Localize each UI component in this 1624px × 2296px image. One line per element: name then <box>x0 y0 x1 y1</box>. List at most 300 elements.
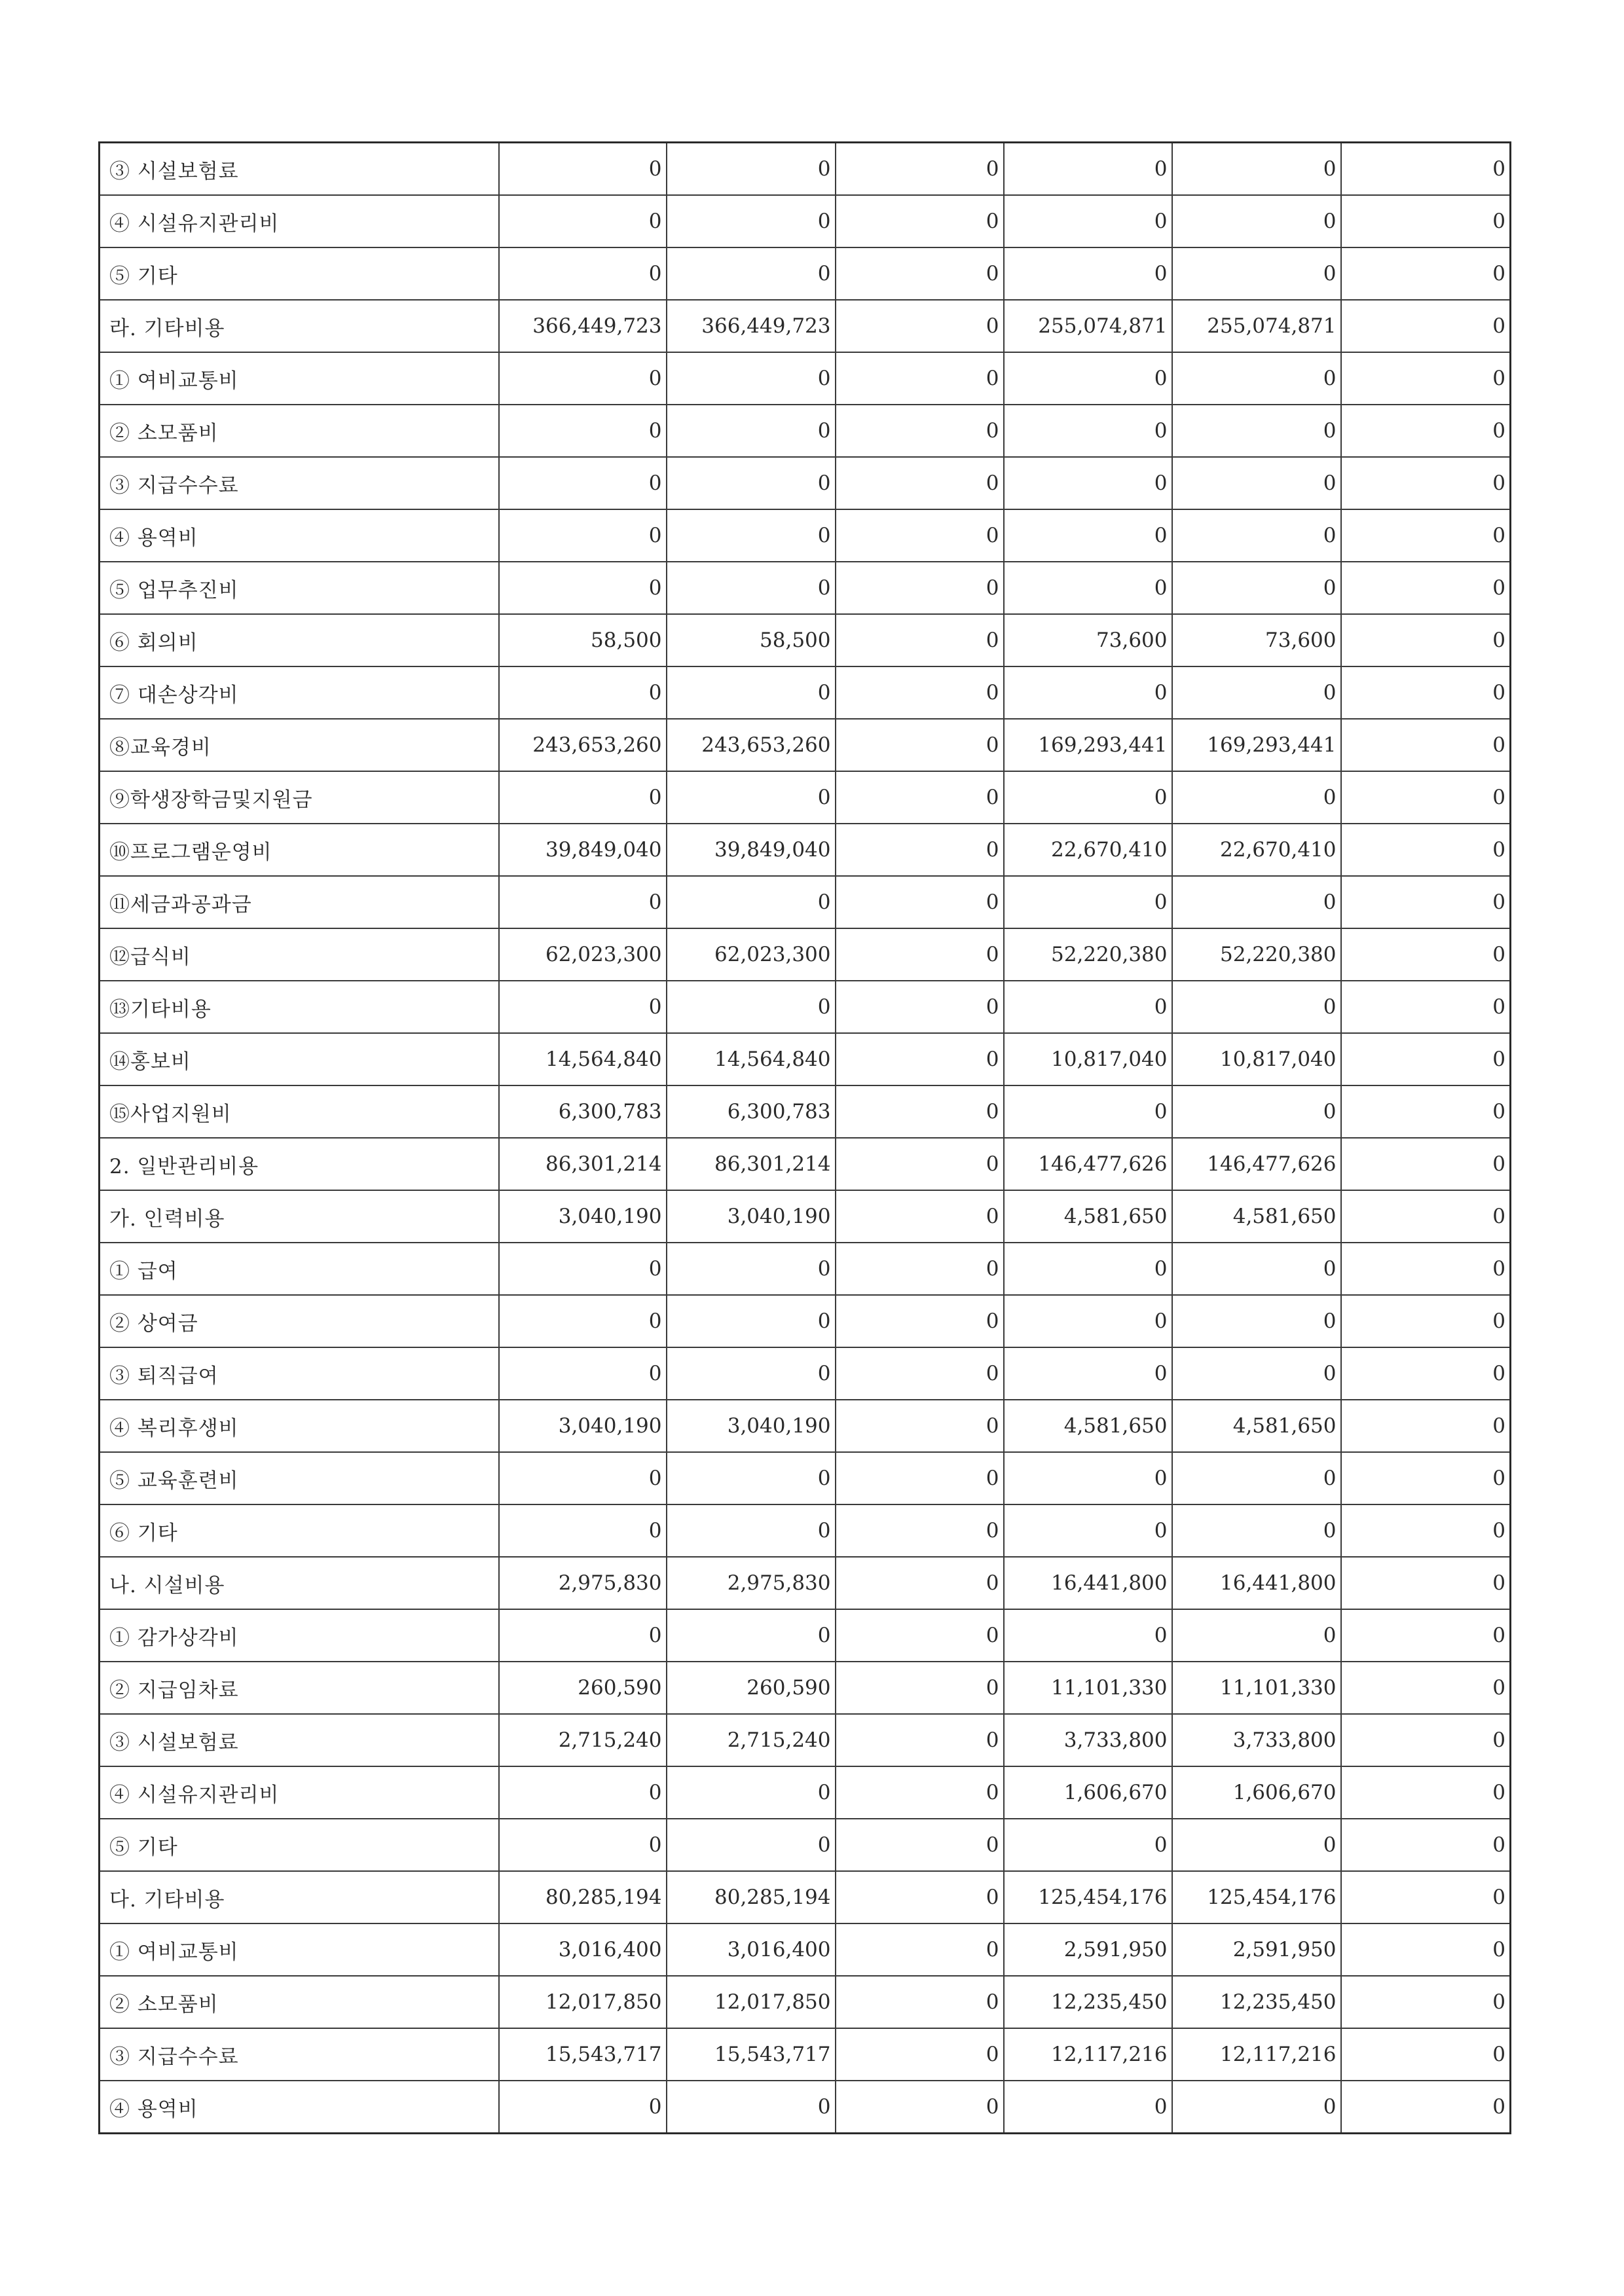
value-cell: 0 <box>499 2081 667 2134</box>
value-cell: 0 <box>1172 1295 1341 1347</box>
value-cell: 12,017,850 <box>499 1976 667 2028</box>
value-cell: 0 <box>1004 1609 1172 1662</box>
value-cell: 0 <box>499 666 667 719</box>
value-cell: 0 <box>1341 1871 1511 1923</box>
row-label: ⑨학생장학금및지원금 <box>100 771 499 824</box>
table-row <box>100 666 1511 719</box>
row-label: ④ 시설유지관리비 <box>100 195 499 247</box>
value-cell: 146,477,626 <box>1172 1138 1341 1190</box>
row-label: 가. 인력비용 <box>100 1190 499 1243</box>
value-cell: 0 <box>667 247 836 300</box>
value-cell: 0 <box>499 876 667 928</box>
value-cell: 0 <box>499 195 667 247</box>
value-cell: 0 <box>1004 771 1172 824</box>
row-label: ③ 지급수수료 <box>100 457 499 509</box>
table-row <box>100 876 1511 928</box>
value-cell: 0 <box>1172 1085 1341 1138</box>
value-cell: 0 <box>667 771 836 824</box>
value-cell: 3,040,190 <box>667 1190 836 1243</box>
row-label: ⑬기타비용 <box>100 981 499 1033</box>
row-label: ④ 용역비 <box>100 509 499 562</box>
table-row <box>100 562 1511 614</box>
value-cell: 0 <box>1341 2081 1511 2134</box>
value-cell: 0 <box>836 457 1004 509</box>
value-cell: 2,591,950 <box>1172 1923 1341 1976</box>
value-cell: 0 <box>836 1085 1004 1138</box>
value-cell: 0 <box>1004 2081 1172 2134</box>
table-row <box>100 2028 1511 2081</box>
value-cell: 2,715,240 <box>667 1714 836 1766</box>
value-cell: 0 <box>499 143 667 196</box>
value-cell: 0 <box>1341 300 1511 352</box>
value-cell: 0 <box>1004 247 1172 300</box>
value-cell: 0 <box>1341 1714 1511 1766</box>
value-cell: 0 <box>1341 1609 1511 1662</box>
table-row <box>100 247 1511 300</box>
value-cell: 0 <box>667 143 836 196</box>
value-cell: 0 <box>667 2081 836 2134</box>
value-cell: 366,449,723 <box>499 300 667 352</box>
expense-table-body <box>100 143 1511 2134</box>
value-cell: 0 <box>667 876 836 928</box>
value-cell: 0 <box>1341 1085 1511 1138</box>
value-cell: 0 <box>1341 405 1511 457</box>
value-cell: 125,454,176 <box>1172 1871 1341 1923</box>
value-cell: 0 <box>1004 562 1172 614</box>
value-cell: 0 <box>499 509 667 562</box>
value-cell: 0 <box>1172 1819 1341 1871</box>
value-cell: 0 <box>1172 876 1341 928</box>
value-cell: 0 <box>1172 1452 1341 1504</box>
row-label: ⑤ 업무추진비 <box>100 562 499 614</box>
row-label: ① 급여 <box>100 1243 499 1295</box>
table-row <box>100 1452 1511 1504</box>
row-label: ① 여비교통비 <box>100 352 499 405</box>
table-row <box>100 143 1511 196</box>
value-cell: 0 <box>1341 195 1511 247</box>
expense-table <box>98 141 1511 2134</box>
value-cell: 0 <box>1172 509 1341 562</box>
value-cell: 0 <box>1341 1662 1511 1714</box>
value-cell: 0 <box>499 247 667 300</box>
value-cell: 0 <box>1172 405 1341 457</box>
value-cell: 0 <box>499 562 667 614</box>
row-label: ⑭홍보비 <box>100 1033 499 1085</box>
value-cell: 0 <box>499 1819 667 1871</box>
value-cell: 0 <box>667 195 836 247</box>
table-row <box>100 1190 1511 1243</box>
value-cell: 0 <box>1341 1557 1511 1609</box>
value-cell: 0 <box>499 1295 667 1347</box>
value-cell: 2,715,240 <box>499 1714 667 1766</box>
value-cell: 0 <box>499 1504 667 1557</box>
value-cell: 6,300,783 <box>499 1085 667 1138</box>
value-cell: 0 <box>1004 352 1172 405</box>
value-cell: 0 <box>667 981 836 1033</box>
value-cell: 0 <box>1172 352 1341 405</box>
table-row <box>100 614 1511 666</box>
value-cell: 0 <box>1341 1400 1511 1452</box>
value-cell: 2,975,830 <box>499 1557 667 1609</box>
value-cell: 1,606,670 <box>1004 1766 1172 1819</box>
value-cell: 0 <box>836 1976 1004 2028</box>
value-cell: 2,975,830 <box>667 1557 836 1609</box>
value-cell: 3,016,400 <box>667 1923 836 1976</box>
value-cell: 0 <box>836 1504 1004 1557</box>
value-cell: 0 <box>1341 1033 1511 1085</box>
row-label: ⑦ 대손상각비 <box>100 666 499 719</box>
value-cell: 0 <box>836 2028 1004 2081</box>
row-label: ② 상여금 <box>100 1295 499 1347</box>
value-cell: 0 <box>667 509 836 562</box>
value-cell: 255,074,871 <box>1004 300 1172 352</box>
row-label: ④ 복리후생비 <box>100 1400 499 1452</box>
value-cell: 22,670,410 <box>1172 824 1341 876</box>
value-cell: 0 <box>1341 876 1511 928</box>
value-cell: 0 <box>1172 1347 1341 1400</box>
value-cell: 0 <box>1172 771 1341 824</box>
row-label: ② 소모품비 <box>100 405 499 457</box>
table-row <box>100 1923 1511 1976</box>
value-cell: 12,235,450 <box>1172 1976 1341 2028</box>
value-cell: 0 <box>836 1923 1004 1976</box>
value-cell: 0 <box>1341 1766 1511 1819</box>
value-cell: 260,590 <box>667 1662 836 1714</box>
value-cell: 0 <box>667 1347 836 1400</box>
value-cell: 0 <box>836 1243 1004 1295</box>
value-cell: 0 <box>836 1766 1004 1819</box>
value-cell: 255,074,871 <box>1172 300 1341 352</box>
table-row <box>100 1033 1511 1085</box>
value-cell: 0 <box>499 1766 667 1819</box>
value-cell: 0 <box>836 2081 1004 2134</box>
table-row <box>100 195 1511 247</box>
value-cell: 0 <box>1172 195 1341 247</box>
value-cell: 4,581,650 <box>1004 1190 1172 1243</box>
value-cell: 0 <box>836 300 1004 352</box>
value-cell: 0 <box>1004 1347 1172 1400</box>
value-cell: 0 <box>1004 1452 1172 1504</box>
table-row <box>100 719 1511 771</box>
value-cell: 243,653,260 <box>667 719 836 771</box>
table-row <box>100 1766 1511 1819</box>
row-label: ③ 시설보험료 <box>100 1714 499 1766</box>
value-cell: 0 <box>1172 1609 1341 1662</box>
value-cell: 0 <box>836 1452 1004 1504</box>
value-cell: 0 <box>1172 247 1341 300</box>
value-cell: 260,590 <box>499 1662 667 1714</box>
value-cell: 15,543,717 <box>667 2028 836 2081</box>
value-cell: 0 <box>1004 876 1172 928</box>
value-cell: 0 <box>1341 981 1511 1033</box>
value-cell: 0 <box>1004 195 1172 247</box>
value-cell: 0 <box>1172 666 1341 719</box>
value-cell: 0 <box>836 247 1004 300</box>
value-cell: 4,581,650 <box>1172 1190 1341 1243</box>
value-cell: 0 <box>1004 666 1172 719</box>
value-cell: 6,300,783 <box>667 1085 836 1138</box>
value-cell: 0 <box>1172 562 1341 614</box>
value-cell: 0 <box>836 1662 1004 1714</box>
value-cell: 39,849,040 <box>667 824 836 876</box>
value-cell: 0 <box>836 1714 1004 1766</box>
value-cell: 0 <box>1341 457 1511 509</box>
value-cell: 0 <box>1341 771 1511 824</box>
row-label: ③ 퇴직급여 <box>100 1347 499 1400</box>
value-cell: 0 <box>667 1504 836 1557</box>
value-cell: 0 <box>1341 143 1511 196</box>
value-cell: 0 <box>836 1295 1004 1347</box>
value-cell: 0 <box>836 1033 1004 1085</box>
table-row <box>100 1295 1511 1347</box>
row-label: ⑥ 회의비 <box>100 614 499 666</box>
value-cell: 52,220,380 <box>1004 928 1172 981</box>
value-cell: 0 <box>667 1452 836 1504</box>
value-cell: 73,600 <box>1004 614 1172 666</box>
value-cell: 0 <box>1004 1243 1172 1295</box>
row-label: ⑮사업지원비 <box>100 1085 499 1138</box>
value-cell: 0 <box>836 771 1004 824</box>
value-cell: 0 <box>499 457 667 509</box>
value-cell: 0 <box>836 981 1004 1033</box>
value-cell: 0 <box>1172 457 1341 509</box>
value-cell: 0 <box>1341 1295 1511 1347</box>
value-cell: 0 <box>1341 824 1511 876</box>
value-cell: 0 <box>1004 509 1172 562</box>
value-cell: 0 <box>1341 1138 1511 1190</box>
value-cell: 0 <box>836 195 1004 247</box>
table-row <box>100 1976 1511 2028</box>
value-cell: 0 <box>836 1347 1004 1400</box>
table-row <box>100 1243 1511 1295</box>
value-cell: 0 <box>1341 1452 1511 1504</box>
value-cell: 80,285,194 <box>499 1871 667 1923</box>
value-cell: 0 <box>1172 2081 1341 2134</box>
value-cell: 0 <box>836 1400 1004 1452</box>
value-cell: 10,817,040 <box>1172 1033 1341 1085</box>
value-cell: 0 <box>1172 1243 1341 1295</box>
value-cell: 86,301,214 <box>499 1138 667 1190</box>
row-label: ① 여비교통비 <box>100 1923 499 1976</box>
table-row <box>100 928 1511 981</box>
value-cell: 0 <box>499 981 667 1033</box>
value-cell: 15,543,717 <box>499 2028 667 2081</box>
value-cell: 12,017,850 <box>667 1976 836 2028</box>
value-cell: 0 <box>1341 509 1511 562</box>
value-cell: 0 <box>499 1347 667 1400</box>
value-cell: 0 <box>1341 1504 1511 1557</box>
table-row <box>100 1557 1511 1609</box>
value-cell: 0 <box>836 143 1004 196</box>
value-cell: 0 <box>1341 1190 1511 1243</box>
value-cell: 0 <box>499 352 667 405</box>
value-cell: 0 <box>667 1295 836 1347</box>
table-row <box>100 1504 1511 1557</box>
value-cell: 146,477,626 <box>1004 1138 1172 1190</box>
value-cell: 0 <box>667 1243 836 1295</box>
row-label: ④ 용역비 <box>100 2081 499 2134</box>
value-cell: 0 <box>1341 1819 1511 1871</box>
value-cell: 0 <box>836 1557 1004 1609</box>
table-row <box>100 1400 1511 1452</box>
value-cell: 3,040,190 <box>499 1400 667 1452</box>
value-cell: 0 <box>836 614 1004 666</box>
value-cell: 3,040,190 <box>499 1190 667 1243</box>
value-cell: 0 <box>836 1871 1004 1923</box>
value-cell: 58,500 <box>667 614 836 666</box>
row-label: ⑤ 기타 <box>100 1819 499 1871</box>
value-cell: 3,733,800 <box>1172 1714 1341 1766</box>
value-cell: 0 <box>836 1190 1004 1243</box>
value-cell: 0 <box>667 1766 836 1819</box>
value-cell: 0 <box>499 771 667 824</box>
value-cell: 16,441,800 <box>1004 1557 1172 1609</box>
value-cell: 12,117,216 <box>1172 2028 1341 2081</box>
value-cell: 0 <box>1341 614 1511 666</box>
value-cell: 0 <box>836 405 1004 457</box>
value-cell: 52,220,380 <box>1172 928 1341 981</box>
value-cell: 3,040,190 <box>667 1400 836 1452</box>
table-row <box>100 2081 1511 2134</box>
value-cell: 0 <box>836 824 1004 876</box>
row-label: ⑤ 기타 <box>100 247 499 300</box>
value-cell: 0 <box>836 1138 1004 1190</box>
table-row <box>100 771 1511 824</box>
value-cell: 22,670,410 <box>1004 824 1172 876</box>
value-cell: 0 <box>1341 562 1511 614</box>
value-cell: 0 <box>499 405 667 457</box>
value-cell: 1,606,670 <box>1172 1766 1341 1819</box>
value-cell: 0 <box>1341 1976 1511 2028</box>
value-cell: 14,564,840 <box>499 1033 667 1085</box>
value-cell: 0 <box>836 1819 1004 1871</box>
value-cell: 3,733,800 <box>1004 1714 1172 1766</box>
row-label: ⑧교육경비 <box>100 719 499 771</box>
row-label: 나. 시설비용 <box>100 1557 499 1609</box>
row-label: 라. 기타비용 <box>100 300 499 352</box>
value-cell: 0 <box>1341 1347 1511 1400</box>
row-label: ① 감가상각비 <box>100 1609 499 1662</box>
value-cell: 14,564,840 <box>667 1033 836 1085</box>
value-cell: 86,301,214 <box>667 1138 836 1190</box>
value-cell: 10,817,040 <box>1004 1033 1172 1085</box>
value-cell: 0 <box>836 509 1004 562</box>
table-row <box>100 1138 1511 1190</box>
table-row <box>100 457 1511 509</box>
value-cell: 0 <box>1172 143 1341 196</box>
value-cell: 0 <box>667 405 836 457</box>
value-cell: 0 <box>667 562 836 614</box>
table-row <box>100 1085 1511 1138</box>
value-cell: 125,454,176 <box>1004 1871 1172 1923</box>
table-row <box>100 981 1511 1033</box>
value-cell: 0 <box>667 1819 836 1871</box>
table-row <box>100 824 1511 876</box>
value-cell: 0 <box>667 666 836 719</box>
value-cell: 0 <box>667 352 836 405</box>
table-row <box>100 352 1511 405</box>
value-cell: 0 <box>667 457 836 509</box>
row-label: ② 지급임차료 <box>100 1662 499 1714</box>
value-cell: 0 <box>836 666 1004 719</box>
value-cell: 0 <box>499 1609 667 1662</box>
table-row <box>100 405 1511 457</box>
value-cell: 3,016,400 <box>499 1923 667 1976</box>
value-cell: 11,101,330 <box>1004 1662 1172 1714</box>
value-cell: 0 <box>1341 352 1511 405</box>
value-cell: 0 <box>836 876 1004 928</box>
value-cell: 0 <box>1004 143 1172 196</box>
row-label: 2. 일반관리비용 <box>100 1138 499 1190</box>
value-cell: 73,600 <box>1172 614 1341 666</box>
value-cell: 12,235,450 <box>1004 1976 1172 2028</box>
row-label: ② 소모품비 <box>100 1976 499 2028</box>
value-cell: 4,581,650 <box>1004 1400 1172 1452</box>
value-cell: 0 <box>499 1243 667 1295</box>
value-cell: 58,500 <box>499 614 667 666</box>
value-cell: 0 <box>1004 1295 1172 1347</box>
value-cell: 243,653,260 <box>499 719 667 771</box>
table-row <box>100 1819 1511 1871</box>
table-row <box>100 1871 1511 1923</box>
value-cell: 0 <box>1341 1243 1511 1295</box>
value-cell: 0 <box>1004 1504 1172 1557</box>
value-cell: 0 <box>1172 1504 1341 1557</box>
value-cell: 169,293,441 <box>1004 719 1172 771</box>
value-cell: 2,591,950 <box>1004 1923 1172 1976</box>
value-cell: 0 <box>1341 928 1511 981</box>
value-cell: 39,849,040 <box>499 824 667 876</box>
row-label: 다. 기타비용 <box>100 1871 499 1923</box>
value-cell: 0 <box>1004 981 1172 1033</box>
value-cell: 0 <box>836 719 1004 771</box>
value-cell: 0 <box>1341 719 1511 771</box>
value-cell: 0 <box>1341 1923 1511 1976</box>
value-cell: 0 <box>1341 247 1511 300</box>
value-cell: 11,101,330 <box>1172 1662 1341 1714</box>
table-row <box>100 1714 1511 1766</box>
value-cell: 0 <box>499 1452 667 1504</box>
row-label: ⑩프로그램운영비 <box>100 824 499 876</box>
row-label: ⑫급식비 <box>100 928 499 981</box>
value-cell: 12,117,216 <box>1004 2028 1172 2081</box>
value-cell: 62,023,300 <box>667 928 836 981</box>
value-cell: 0 <box>1172 981 1341 1033</box>
table-row <box>100 300 1511 352</box>
value-cell: 0 <box>1341 666 1511 719</box>
value-cell: 0 <box>836 352 1004 405</box>
value-cell: 4,581,650 <box>1172 1400 1341 1452</box>
value-cell: 0 <box>836 1609 1004 1662</box>
table-row <box>100 509 1511 562</box>
row-label: ③ 시설보험료 <box>100 143 499 196</box>
value-cell: 0 <box>836 562 1004 614</box>
row-label: ⑥ 기타 <box>100 1504 499 1557</box>
value-cell: 0 <box>836 928 1004 981</box>
value-cell: 169,293,441 <box>1172 719 1341 771</box>
value-cell: 80,285,194 <box>667 1871 836 1923</box>
row-label: ③ 지급수수료 <box>100 2028 499 2081</box>
value-cell: 0 <box>1004 1085 1172 1138</box>
value-cell: 0 <box>1341 2028 1511 2081</box>
value-cell: 62,023,300 <box>499 928 667 981</box>
value-cell: 0 <box>1004 405 1172 457</box>
value-cell: 16,441,800 <box>1172 1557 1341 1609</box>
table-row <box>100 1347 1511 1400</box>
row-label: ④ 시설유지관리비 <box>100 1766 499 1819</box>
row-label: ⑤ 교육훈련비 <box>100 1452 499 1504</box>
value-cell: 366,449,723 <box>667 300 836 352</box>
